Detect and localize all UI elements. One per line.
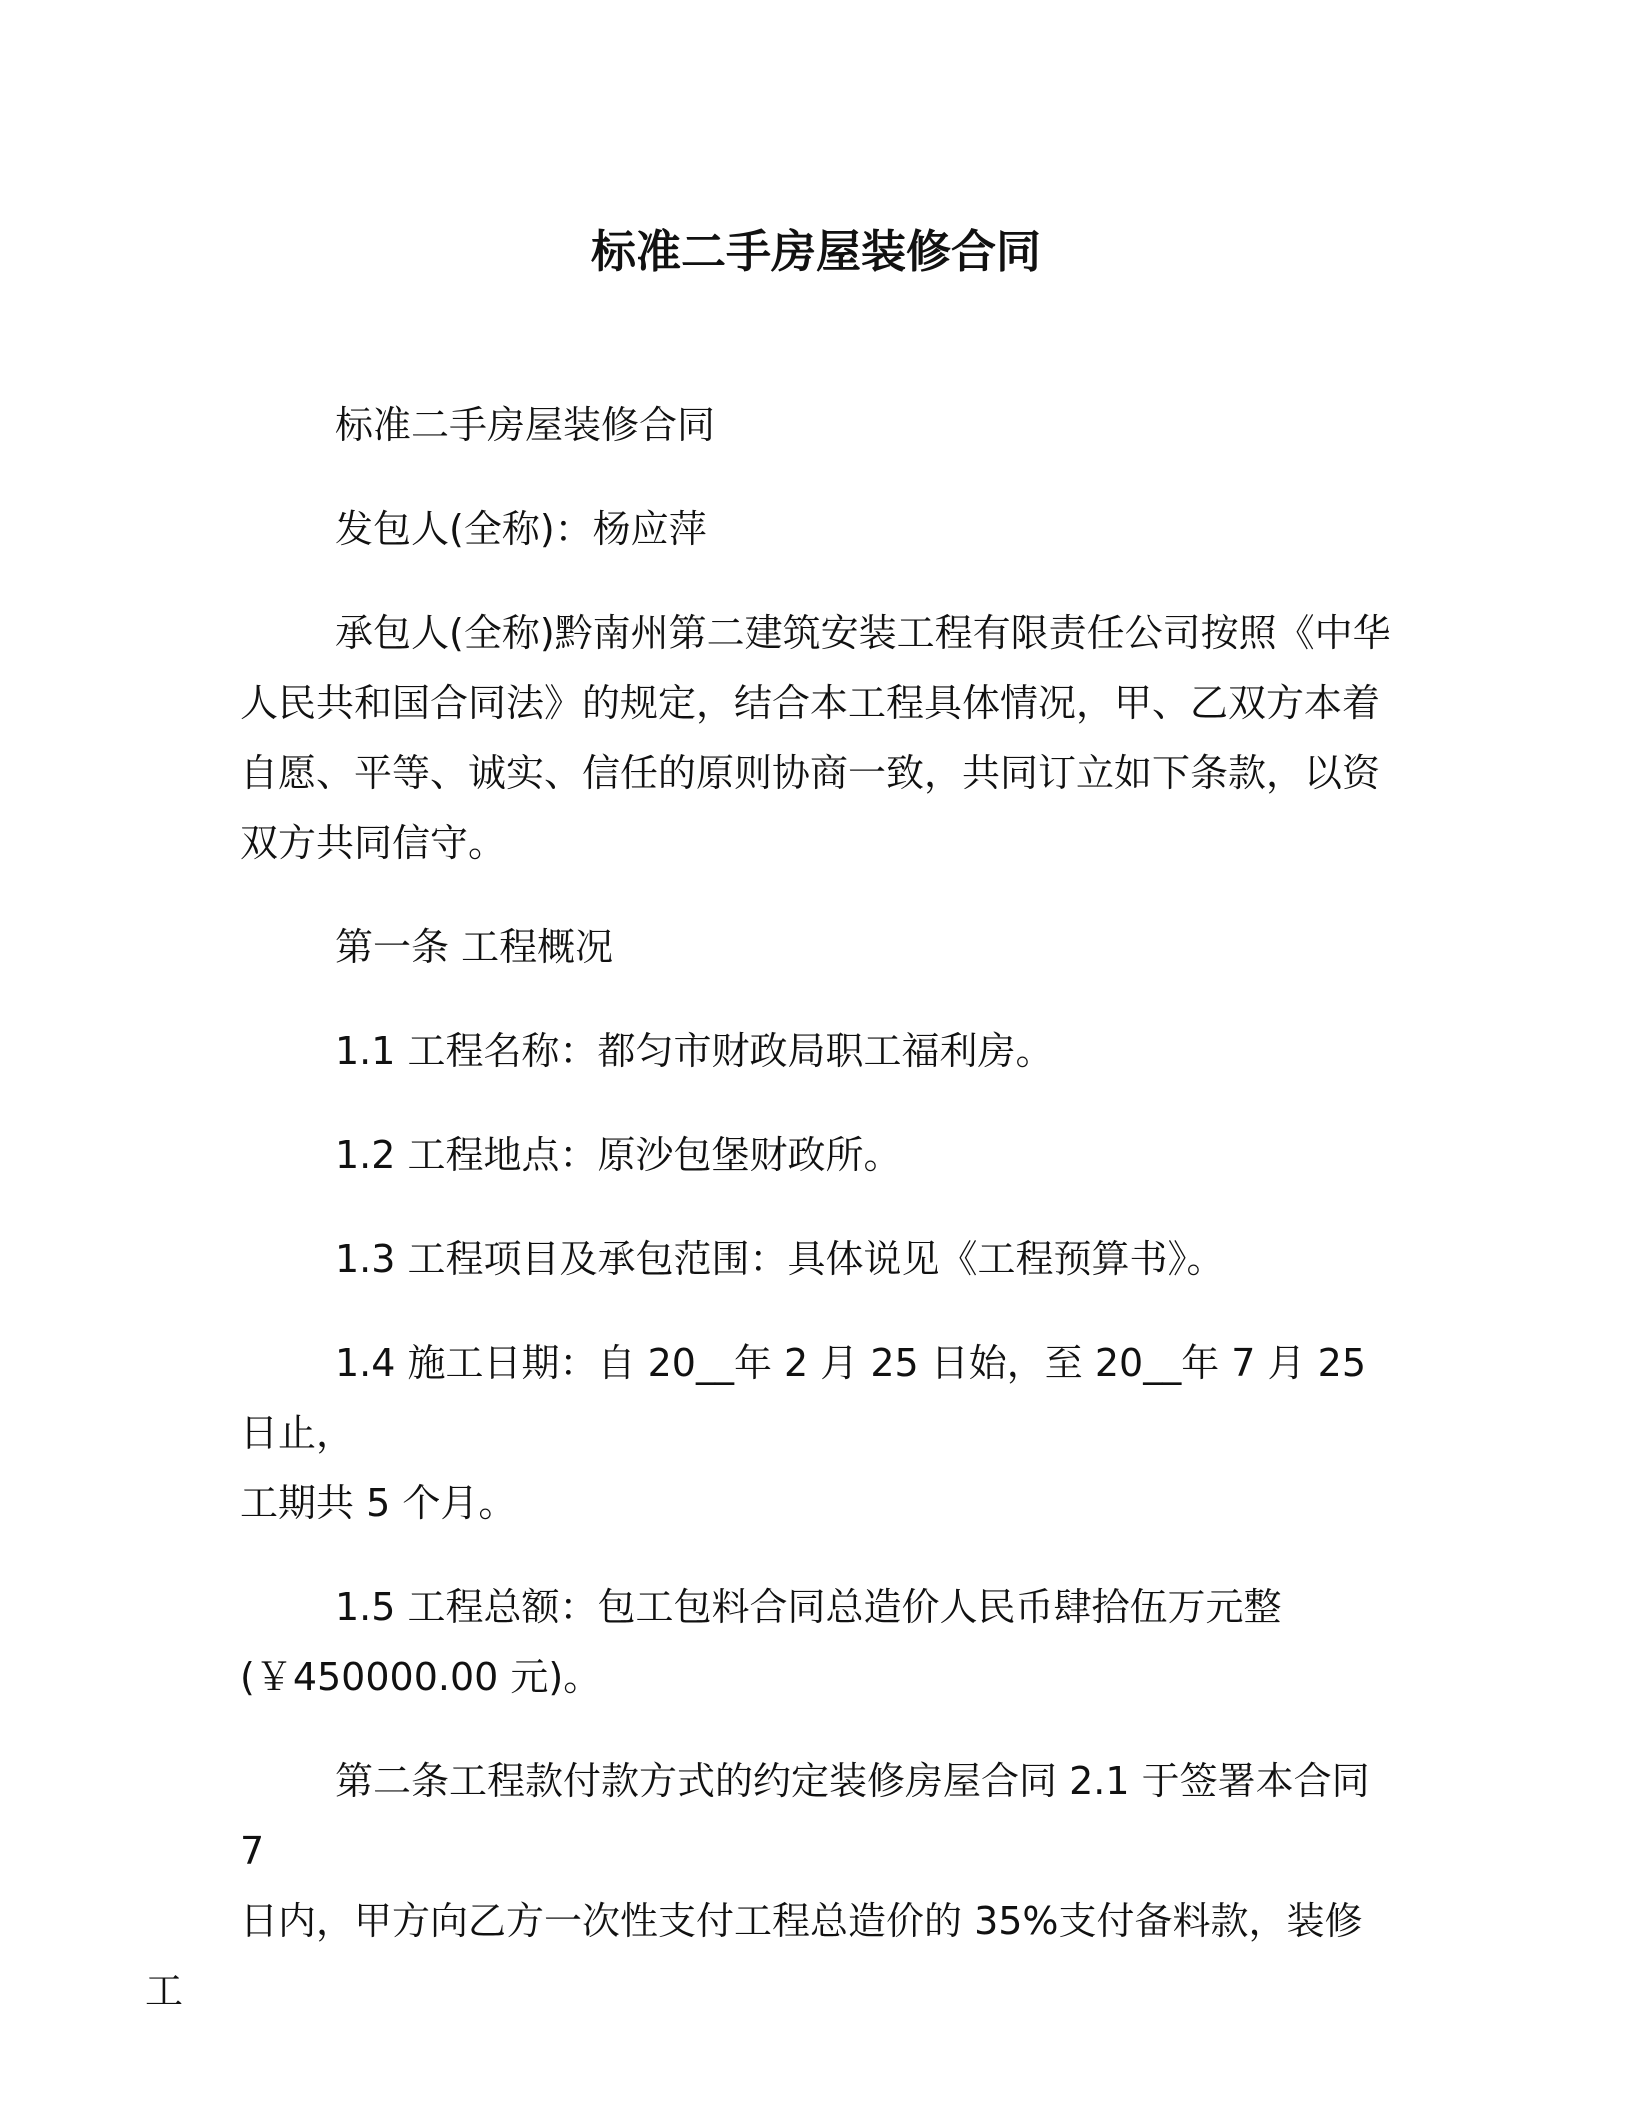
paragraph-line: 1.5 工程总额：包工包料合同总造价人民币肆拾伍万元整 [335, 1585, 1282, 1629]
paragraph-line: 双方共同信守。 [240, 821, 507, 865]
paragraph-line: 标准二手房屋装修合同 [335, 403, 716, 447]
paragraph-line: 人民共和国合同法》的规定，结合本工程具体情况，甲、乙双方本着 [240, 681, 1381, 725]
paragraph-line: 1.1 工程名称：都匀市财政局职工福利房。 [335, 1029, 1054, 1073]
document-title: 标准二手房屋装修合同 [590, 225, 1041, 278]
clause-1-4 [240, 1328, 1400, 1538]
clause-1-2 [240, 1120, 1400, 1190]
paragraph-contractor [240, 598, 1400, 878]
paragraph-line: 承包人(全称)黔南州第二建筑安装工程有限责任公司按照《中华 [335, 611, 1391, 655]
paragraph-line: 第一条 工程概况 [335, 925, 614, 969]
paragraph-subtitle [240, 390, 1400, 460]
paragraph-line: 工期共 5 个月。 [240, 1481, 517, 1525]
clause-1-5 [240, 1572, 1400, 1712]
paragraph-employer [240, 494, 1400, 564]
paragraph-line: (￥450000.00 元)。 [240, 1655, 602, 1699]
paragraph-line: 发包人(全称)：杨应萍 [335, 507, 707, 551]
document-body [145, 390, 1400, 2060]
paragraph-line: 自愿、平等、诚实、信任的原则协商一致，共同订立如下条款，以资 [240, 751, 1381, 795]
paragraph-line: 1.4 施工日期：自 20__年 2 月 25 日始，至 20__年 7 月 25 日止， [240, 1341, 1366, 1455]
paragraph-line: 1.3 工程项目及承包范围：具体说见《工程预算书》。 [335, 1237, 1225, 1281]
article-2-payment [145, 1746, 1400, 2026]
paragraph-line: 日内，甲方向乙方一次性支付工程总造价的 35%支付备料款，装修工 [145, 1899, 1363, 2013]
paragraph-line: 第二条工程款付款方式的约定装修房屋合同 2.1 于签署本合同 7 [240, 1759, 1370, 1873]
paragraph-line: 1.2 工程地点：原沙包堡财政所。 [335, 1133, 902, 1177]
section-heading-article-1 [240, 912, 1400, 982]
clause-1-3 [240, 1224, 1400, 1294]
clause-1-1 [240, 1016, 1400, 1086]
